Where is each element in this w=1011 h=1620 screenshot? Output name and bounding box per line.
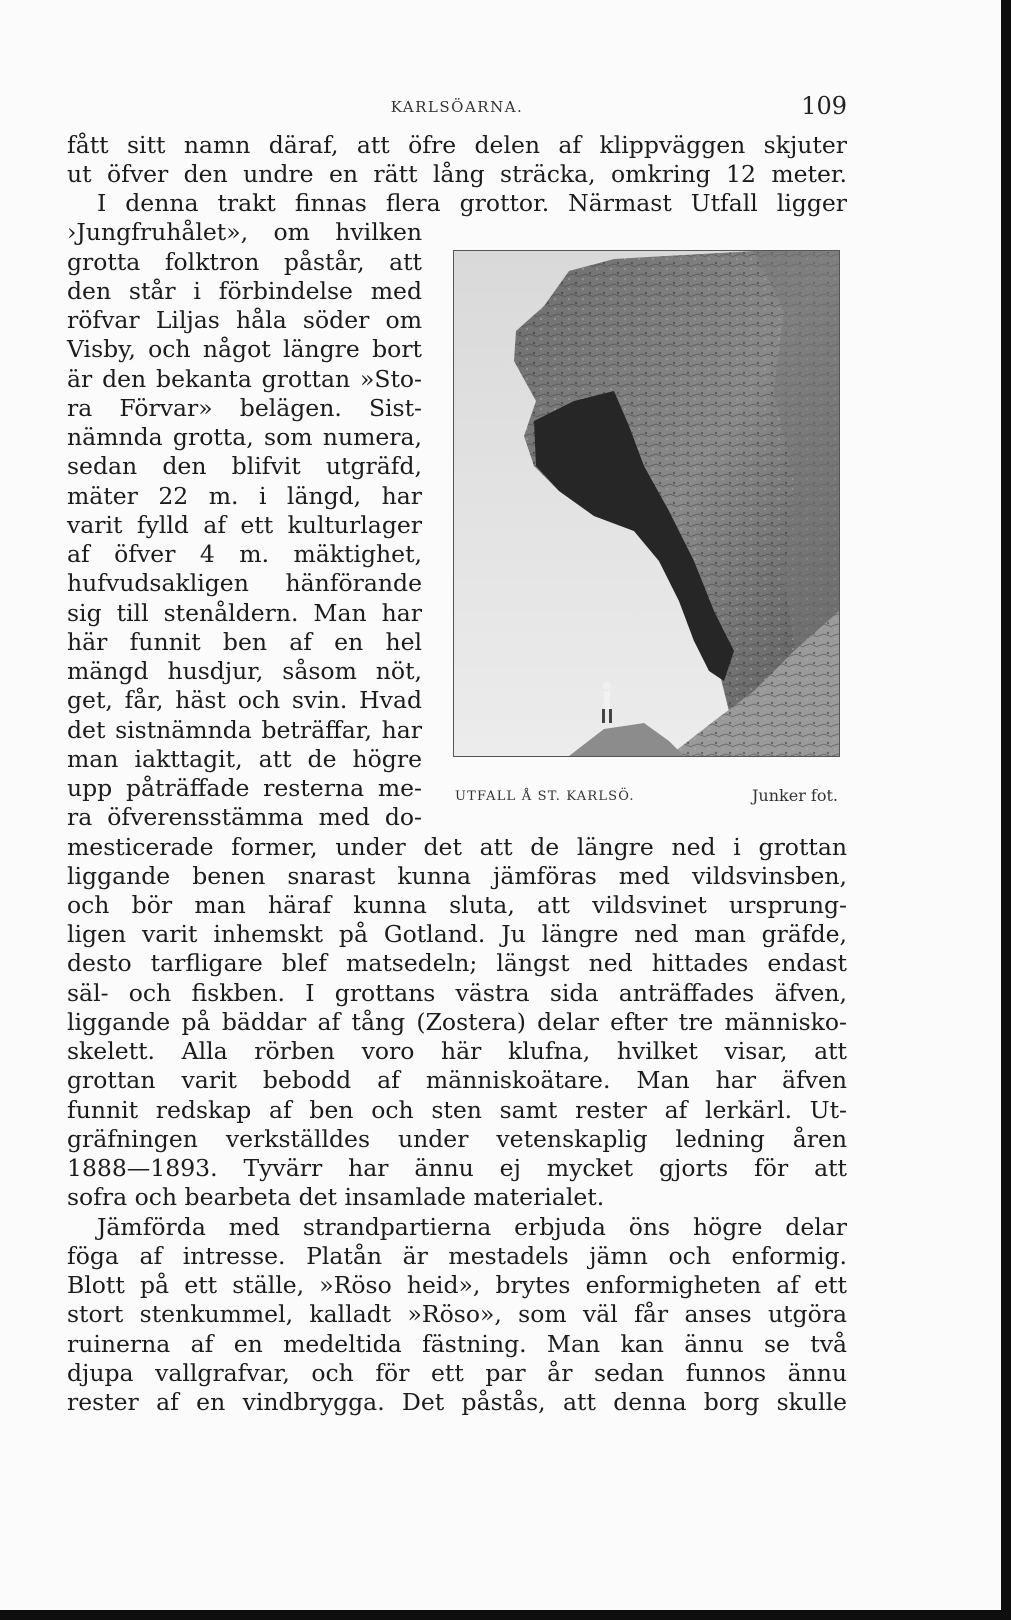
- text-line: liggande på bäddar af tång (Zostera) delar efter tre människo-: [67, 1008, 847, 1036]
- text-line: grotta folktron påstår, att: [67, 248, 422, 276]
- text-line: sig till stenåldern. Man har: [67, 599, 422, 627]
- text-line: Jämförda med strandpartierna erbjuda öns högre delar: [97, 1213, 847, 1241]
- text-line: upp påträffade resterna me-: [67, 774, 422, 802]
- text-line: stort stenkummel, kalladt »Röso», som väl får anses utgöra: [67, 1300, 847, 1328]
- text-line: Visby, och något längre bort: [67, 335, 422, 363]
- standing-figure: [604, 691, 610, 709]
- cliff-photograph: [453, 250, 840, 757]
- text-line: är den bekanta grottan »Sto-: [67, 365, 422, 393]
- text-line: föga af intresse. Platån är mestadels jämn och enformig.: [67, 1242, 847, 1270]
- text-line: mesticerade former, under det att de längre ned i grottan: [67, 833, 847, 861]
- caption-title: UTFALL Å ST. KARLSÖ.: [455, 789, 635, 804]
- figure-caption: [453, 786, 838, 806]
- text-line: sofra och bearbeta det insamlade materialet.: [67, 1183, 605, 1211]
- text-line: desto tarfligare blef matsedeln; längst ned hittades endast: [67, 949, 847, 977]
- page-header: [67, 92, 847, 122]
- text-line: ut öfver den undre en rätt lång sträcka, omkring 12 meter.: [67, 160, 847, 188]
- text-line: nämnda grotta, som numera,: [67, 423, 422, 451]
- text-line: get, får, häst och svin. Hvad: [67, 686, 422, 714]
- text-line: fått sitt namn däraf, att öfre delen af klippväggen skjuter: [67, 131, 847, 159]
- text-line: ruinerna af en medeltida fästning. Man kan ännu se två: [67, 1330, 847, 1358]
- text-line: röfvar Liljas håla söder om: [67, 306, 422, 334]
- text-line: här funnit ben af en hel: [67, 628, 422, 656]
- cliff-illustration: [454, 251, 839, 756]
- text-line: och bör man häraf kunna sluta, att vildsvinet ursprung-: [67, 891, 847, 919]
- text-line: gräfningen verkställdes under vetenskaplig ledning åren: [67, 1125, 847, 1153]
- text-line: ra Förvar» belägen. Sist-: [67, 394, 422, 422]
- text-line: mängd husdjur, såsom nöt,: [67, 657, 422, 685]
- photo-credit: Junker fot.: [752, 786, 838, 805]
- text-line: ligen varit inhemskt på Gotland. Ju längre ned man gräfde,: [67, 920, 847, 948]
- text-line: säl- och fiskben. I grottans västra sida anträffades äfven,: [67, 979, 847, 1007]
- text-line: hufvudsakligen hänförande: [67, 569, 422, 597]
- text-line: 1888—1893. Tyvärr har ännu ej mycket gjorts för att: [67, 1154, 847, 1182]
- text-line: varit fylld af ett kulturlager: [67, 511, 422, 539]
- text-line: skelett. Alla rörben voro här klufna, hvilket visar, att: [67, 1037, 847, 1065]
- text-line: af öfver 4 m. mäktighet,: [67, 540, 422, 568]
- page-number: 109: [801, 92, 847, 120]
- text-line: ra öfverensstämma med do-: [67, 803, 422, 831]
- text-line: ›Jungfruhålet», om hvilken: [67, 218, 422, 246]
- text-line: rester af en vindbrygga. Det påstås, att denna borg skulle: [67, 1388, 847, 1416]
- text-line: funnit redskap af ben och sten samt rester af lerkärl. Ut-: [67, 1096, 847, 1124]
- text-line: grottan varit bebodd af människoätare. Man har äfven: [67, 1066, 847, 1094]
- text-line: det sistnämnda beträffar, har: [67, 716, 422, 744]
- text-line: den står i förbindelse med: [67, 277, 422, 305]
- text-line: Blott på ett ställe, »Röso heid», brytes enformigheten af ett: [67, 1271, 847, 1299]
- text-line: man iakttagit, att de högre: [67, 745, 422, 773]
- text-line: I denna trakt finnas flera grottor. Närmast Utfall ligger: [97, 189, 847, 217]
- text-line: djupa vallgrafvar, och för ett par år sedan funnos ännu: [67, 1359, 847, 1387]
- text-line: sedan den blifvit utgräfd,: [67, 452, 422, 480]
- running-title: KARLSÖARNA.: [390, 98, 524, 116]
- text-line: liggande benen snarast kunna jämföras med vildsvinsben,: [67, 862, 847, 890]
- text-line: mäter 22 m. i längd, har: [67, 482, 422, 510]
